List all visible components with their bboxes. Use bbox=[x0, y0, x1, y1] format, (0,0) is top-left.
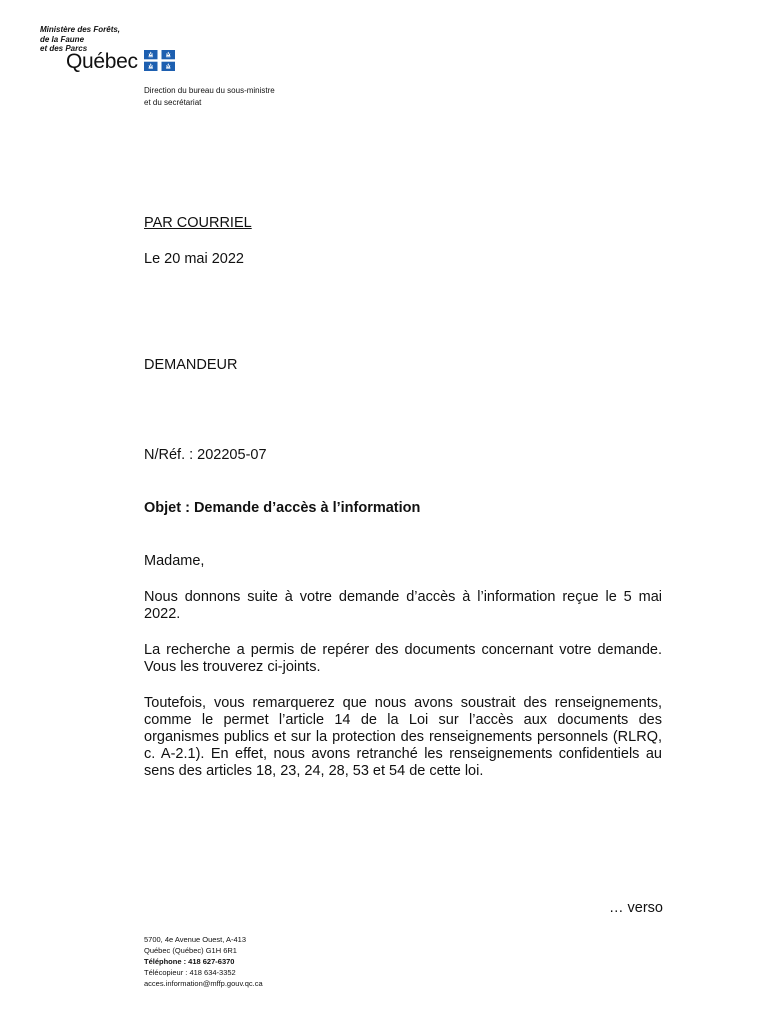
body-paragraph-2: La recherche a permis de repérer des documents concernant votre demande. Vous les trouverez ci-joints. bbox=[144, 642, 662, 675]
ministry-line-3: et des Parcs bbox=[40, 44, 88, 53]
delivery-method: PAR COURRIEL bbox=[144, 215, 252, 231]
quebec-wordmark: Québec bbox=[66, 50, 138, 73]
footer-fax: Télécopieur : 418 634-3352 bbox=[144, 968, 236, 977]
letter-subject: Objet : Demande d’accès à l’information bbox=[144, 500, 421, 516]
letter-date: Le 20 mai 2022 bbox=[144, 251, 244, 267]
body-paragraph-3: Toutefois, vous remarquerez que nous avons soustrait des renseignements, comme le permet l’article 14 de la Loi sur l’accès aux documents des organismes publics et sur la protection des renseignements personnels (RLRQ, c. A-2.1). En effet, nous avons retranché les renseignements confidentiels au sens des articles 18, 23, 24, 28, 53 et 54 de cette loi. bbox=[144, 695, 662, 779]
recipient: DEMANDEUR bbox=[144, 357, 238, 373]
footer-address-line-1: 5700, 4e Avenue Ouest, A-413 bbox=[144, 935, 247, 944]
salutation: Madame, bbox=[144, 553, 205, 569]
ministry-line-2: de la Faune bbox=[40, 34, 85, 44]
body-paragraph-1: Nous donnons suite à votre demande d’accès à l’information reçue le 5 mai 2022. bbox=[144, 589, 662, 622]
department-name bbox=[144, 85, 275, 109]
verso-note: … verso bbox=[609, 900, 663, 916]
department-line-1: Direction du bureau du sous-ministre bbox=[144, 86, 275, 95]
footer-telephone: Téléphone : 418 627-6370 bbox=[144, 957, 235, 966]
footer-email: acces.information@mffp.gouv.qc.ca bbox=[144, 979, 263, 988]
reference-number: N/Réf. : 202205-07 bbox=[144, 447, 267, 463]
footer-address-line-2: Québec (Québec) G1H 6R1 bbox=[144, 946, 237, 955]
department-line-2: et du secrétariat bbox=[144, 98, 202, 107]
footer-address bbox=[144, 934, 263, 989]
ministry-line-1: Ministère des Forêts, bbox=[40, 25, 121, 34]
quebec-flag-icon bbox=[144, 50, 175, 71]
